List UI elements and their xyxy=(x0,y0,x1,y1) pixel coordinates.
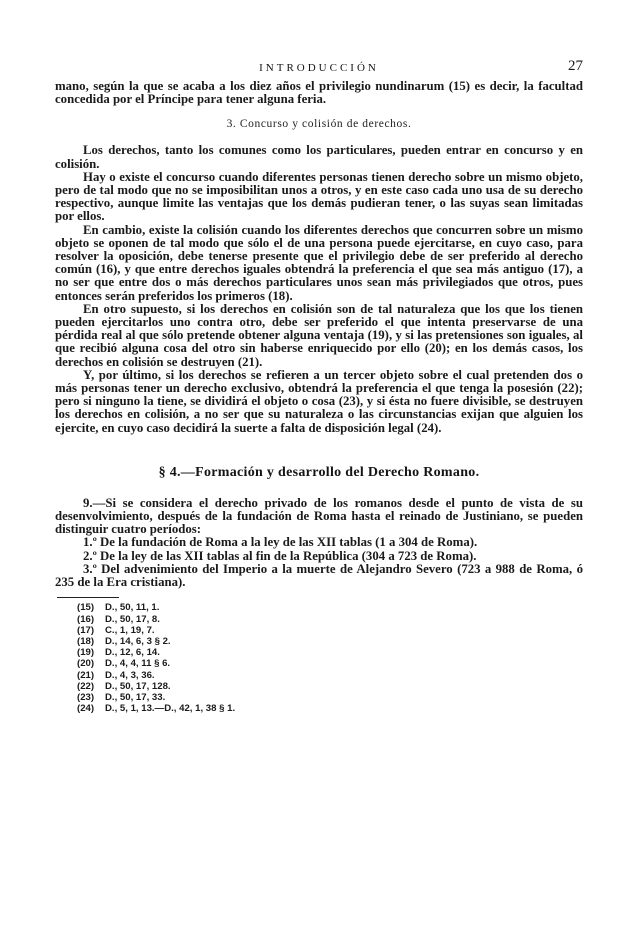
paragraph: 9.—Si se considera el derecho privado de los romanos desde el punto de vista de su desenvolvimiento, después de la fundación de Roma hasta el reinado de Justiniano, se pueden distinguir cuatro períodos: xyxy=(55,495,583,537)
footnote-ref: (20) xyxy=(77,658,95,670)
footnote xyxy=(77,703,583,714)
subsection-heading: 3. Concurso y colisión de derechos. xyxy=(226,118,412,131)
footnote xyxy=(77,670,583,681)
footnote-ref: (22) xyxy=(77,680,95,692)
footnote-ref: (16) xyxy=(77,613,95,625)
footnote-ref: (19) xyxy=(77,647,95,659)
footnote xyxy=(77,625,583,636)
paragraph-continuation: mano, según la que se acaba a los diez años el privilegio nundinarum (15) es decir, la facultad concedida por el Príncipe para tener alguna feria. xyxy=(55,79,583,107)
paragraph: En otro supuesto, si los derechos en colisión son de tal naturaleza que los que los tienen pueden ejercitarlos uno contra otro, debe ser preferido el que intenta preservarse de una pérdida real al que sólo pretende obtener alguna ventaja (19), y si las pretensiones son iguales, al que recibió alguna cosa del otro sin haberse enriquecido por ello (20); en los demás casos, los derechos en colisión se destruyen (21). xyxy=(55,301,583,369)
paragraph: Y, por último, si los derechos se refieren a un tercer objeto sobre el cual pretenden dos o más personas tener un derecho exclusivo, obtendrá la preferencia el que tenga la posesión (22); pero si ninguno la tiene, se dividirá el objeto o cosa (23), y si ésta no fuere divisible, se destruyen los derechos en colisión, a no ser que su naturaleza o las circunstancias exijan que alguien los ejercite, en cuyo caso decidirá la suerte a falta de disposición legal (24). xyxy=(55,367,583,435)
book-page xyxy=(55,58,583,714)
paragraph: Los derechos, tanto los comunes como los particulares, pueden entrar en concurso y en colisión. xyxy=(55,143,583,171)
footnote-text: C., 1, 19, 7. xyxy=(105,624,155,636)
footnote-text: D., 4, 3, 36. xyxy=(105,669,155,681)
running-header xyxy=(55,58,583,80)
footnote xyxy=(77,647,583,658)
footnote-text: D., 4, 4, 11 § 6. xyxy=(105,658,171,670)
footnote-text: D., 50, 17, 33. xyxy=(105,691,166,703)
footnote xyxy=(77,681,583,692)
footnote-ref: (21) xyxy=(77,669,95,681)
footnote xyxy=(77,692,583,703)
footnote-ref: (24) xyxy=(77,703,95,715)
footnote-ref: (23) xyxy=(77,691,95,703)
page-number: 27 xyxy=(568,58,583,74)
footnote-ref: (17) xyxy=(77,624,95,636)
paragraph: En cambio, existe la colisión cuando los diferentes derechos que concurren sobre un mismo objeto se oponen de tal modo que sólo el de una persona puede ejercitarse, en cuyo caso, para resolver la oposición, debe tenerse presente que el privilegio debe de ser preferido al derecho común (16), y que entre derechos iguales obtendrá la preferencia el que sea más antiguo (17), a no ser que entre dos o más derechos particulares unos sean más privilegiados que otros, pues entonces serán preferidos los primeros (18). xyxy=(55,222,583,303)
paragraph: Hay o existe el concurso cuando diferentes personas tienen derecho sobre un mismo objeto, pero de tal modo que no se imposibilitan unos a otros, y en este caso cada uno usa de su derecho respectivo, aunque limite las ventajas que los demás pudieran tener, o las suyas sean limitadas por ellos. xyxy=(55,169,583,224)
footnote xyxy=(77,614,583,625)
footnote-rule xyxy=(57,597,119,598)
footnote-text: D., 12, 6, 14. xyxy=(105,647,160,659)
footnote-text: D., 5, 1, 13.—D., 42, 1, 38 § 1. xyxy=(105,703,236,715)
footnote-text: D., 50, 11, 1. xyxy=(105,602,160,614)
footnote-ref: (15) xyxy=(77,602,95,614)
footnote xyxy=(77,602,583,613)
footnote xyxy=(77,658,583,669)
section-heading: § 4.—Formación y desarrollo del Derecho Romano. xyxy=(158,464,480,480)
period-item: 2.º De la ley de las XII tablas al fin de la República (304 a 723 de Roma). xyxy=(83,548,477,563)
period-item: 1.º De la fundación de Roma a la ley de las XII tablas (1 a 304 de Roma). xyxy=(83,535,478,550)
footnote xyxy=(77,636,583,647)
footnotes xyxy=(77,602,583,714)
footnote-ref: (18) xyxy=(77,635,95,647)
running-title: INTRODUCCIÓN xyxy=(259,62,379,74)
footnote-text: D., 50, 17, 8. xyxy=(105,613,160,625)
footnote-text: D., 50, 17, 128. xyxy=(105,680,171,692)
footnote-text: D., 14, 6, 3 § 2. xyxy=(105,635,171,647)
period-item: 3.º Del advenimiento del Imperio a la muerte de Alejandro Severo (723 a 988 de Roma, ó 235 de la Era cristiana). xyxy=(55,561,583,590)
